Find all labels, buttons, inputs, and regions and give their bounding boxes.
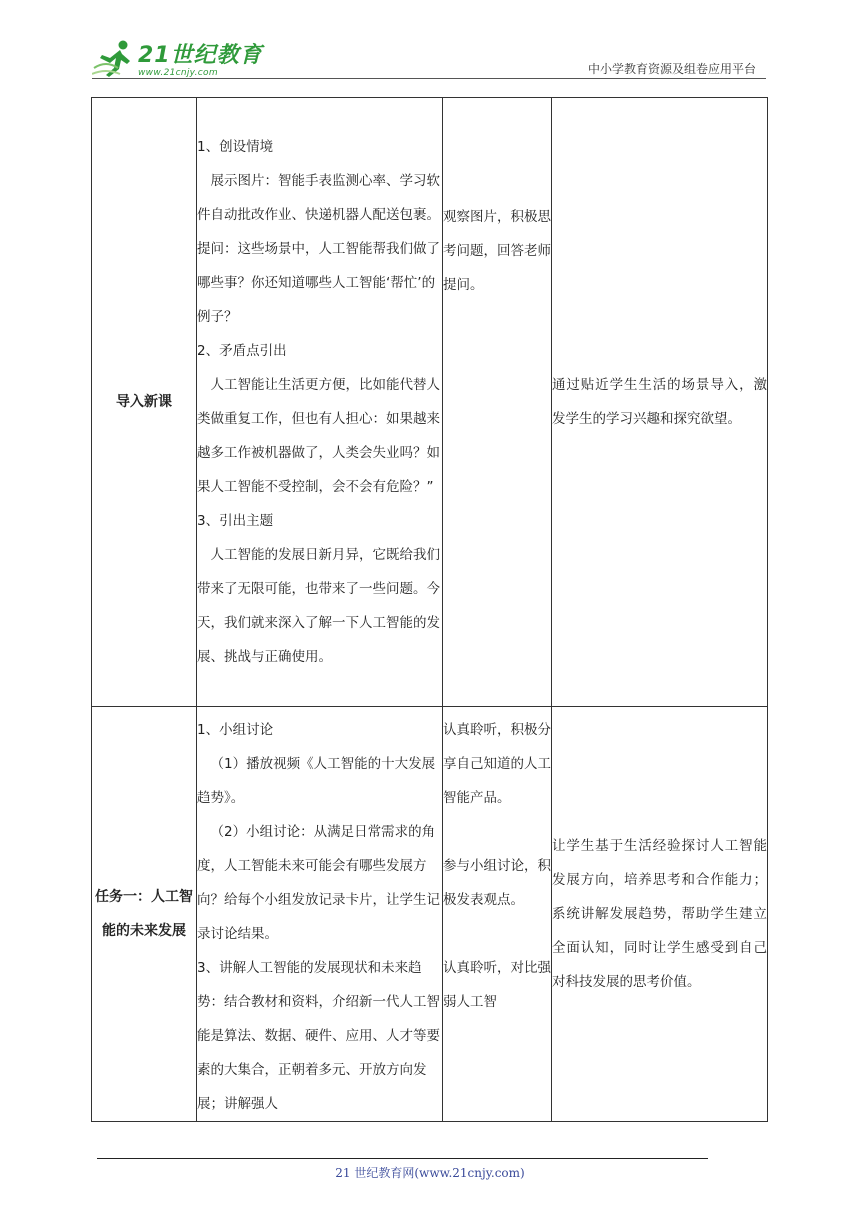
teacher-step: 展示图片：智能手表监测心率、学习软件自动批改作业、快递机器人配送包裹。提问：这些场景中，人工智能帮我们做了哪些事？你还知道哪些人工智能‘帮忙’的例子？	[197, 173, 440, 325]
lesson-plan-table	[91, 97, 768, 1122]
teacher-step: 1、小组讨论	[197, 722, 274, 738]
teacher-step: （1）播放视频《人工智能的十大发展趋势》。	[197, 756, 436, 806]
teacher-activity-cell	[197, 98, 443, 707]
teacher-activity-cell	[197, 707, 443, 1122]
footer-divider	[97, 1158, 708, 1159]
design-intent: 让学生基于生活经验探讨人工智能发展方向，培养思考和合作能力；系统讲解发展趋势，帮助学生建立全面认知，同时让学生感受到自己对科技发展的思考价值。	[552, 838, 767, 990]
platform-name: 中小学教育资源及组卷应用平台	[587, 62, 756, 76]
site-logo[interactable]	[92, 38, 263, 78]
stage-cell: 任务一：人工智能的未来发展	[92, 707, 197, 1122]
student-activity: 观察图片，积极思考问题，回答老师提问。	[443, 209, 551, 293]
page-header	[92, 30, 766, 80]
table-row	[92, 98, 768, 707]
student-activity-cell	[443, 707, 552, 1122]
design-intent: 通过贴近学生生活的场景导入，激发学生的学习兴趣和探究欲望。	[552, 377, 767, 427]
student-activity: 参与小组讨论，积极发表观点。	[443, 858, 551, 908]
table-row	[92, 707, 768, 1122]
teacher-step: 1、创设情境	[197, 139, 274, 155]
logo-title: 21世纪教育	[138, 43, 263, 68]
teacher-step: 3、引出主题	[197, 513, 274, 529]
teacher-step: （2）小组讨论：从满足日常需求的角度，人工智能未来可能会有哪些发展方向？给每个小组发放记录卡片，让学生记录讨论结果。	[197, 824, 440, 942]
design-intent-cell	[552, 98, 768, 707]
teacher-step: 2、矛盾点引出	[197, 343, 287, 359]
header-divider	[92, 78, 766, 79]
runner-logo-icon	[92, 38, 136, 78]
design-intent-cell	[552, 707, 768, 1122]
teacher-step: 3、讲解人工智能的发展现状和未来趋势：结合教材和资料，介绍新一代人工智能是算法、数据、硬件、应用、人才等要素的大集合，正朝着多元、开放方向发展；讲解强人	[197, 960, 440, 1112]
teacher-step: 人工智能的发展日新月异，它既给我们带来了无限可能，也带来了一些问题。今天，我们就来深入了解一下人工智能的发展、挑战与正确使用。	[197, 547, 440, 665]
student-activity: 认真聆听，积极分享自己知道的人工智能产品。	[443, 722, 551, 806]
student-activity: 认真聆听，对比强弱人工智	[443, 960, 551, 1010]
teacher-step: 人工智能让生活更方便，比如能代替人类做重复工作，但也有人担心：如果越来越多工作被机器做了，人类会失业吗？如果人工智能不受控制，会不会有危险？”	[197, 377, 440, 495]
logo-url: www.21cnjy.com	[138, 68, 218, 78]
footer-link[interactable]: 21 世纪教育网(www.21cnjy.com)	[335, 1166, 525, 1180]
student-activity-cell	[443, 98, 552, 707]
stage-cell: 导入新课	[92, 98, 197, 707]
